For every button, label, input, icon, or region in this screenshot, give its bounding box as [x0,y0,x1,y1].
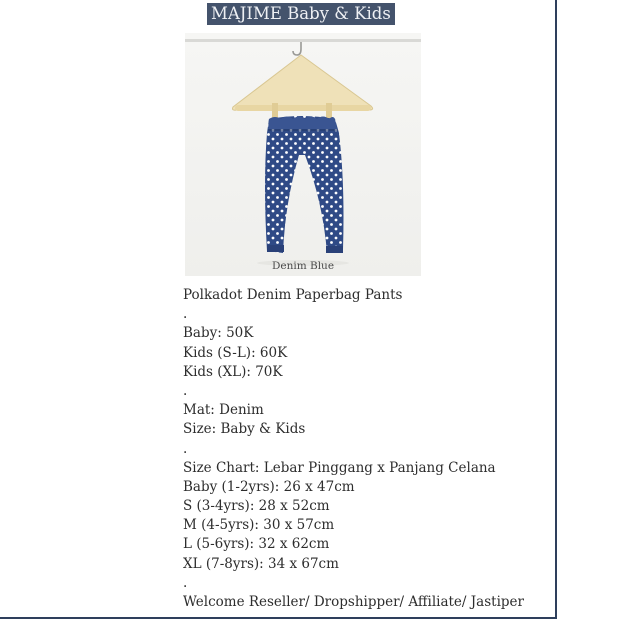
reseller-note: Welcome Reseller/ Dropshipper/ Affiliate/ Jastiper [183,594,524,610]
separator-dot: . [183,306,188,323]
price-baby: Baby: 50K [183,325,254,342]
product-name: Polkadot Denim Paperbag Pants [183,287,403,303]
separator-dot: . [183,382,188,399]
price-kids-s-l: Kids (S-L): 60K [183,344,288,361]
size-chart-row: L (5-6yrs): 32 x 62cm [183,536,330,553]
size-range: Size: Baby & Kids [183,421,306,438]
brand-title: MAJIME Baby & Kids [207,3,395,25]
size-chart-heading: Size Chart: Lebar Pinggang x Panjang Celana [183,459,496,476]
size-chart-row: S (3-4yrs): 28 x 52cm [183,498,330,515]
material: Mat: Denim [183,402,264,419]
price-kids-xl: Kids (XL): 70K [183,363,283,380]
size-chart-row: M (4-5yrs): 30 x 57cm [183,517,335,534]
size-chart-row: Baby (1-2yrs): 26 x 47cm [183,478,355,495]
pants-on-hanger-image [185,33,421,276]
frame-right-border [555,0,557,619]
photo-caption: Denim Blue [271,260,335,272]
product-photo [185,33,421,276]
product-description [183,286,553,612]
size-chart-row: XL (7-8yrs): 34 x 67cm [183,555,339,572]
separator-dot: . [183,440,188,457]
separator-dot: . [183,574,188,591]
